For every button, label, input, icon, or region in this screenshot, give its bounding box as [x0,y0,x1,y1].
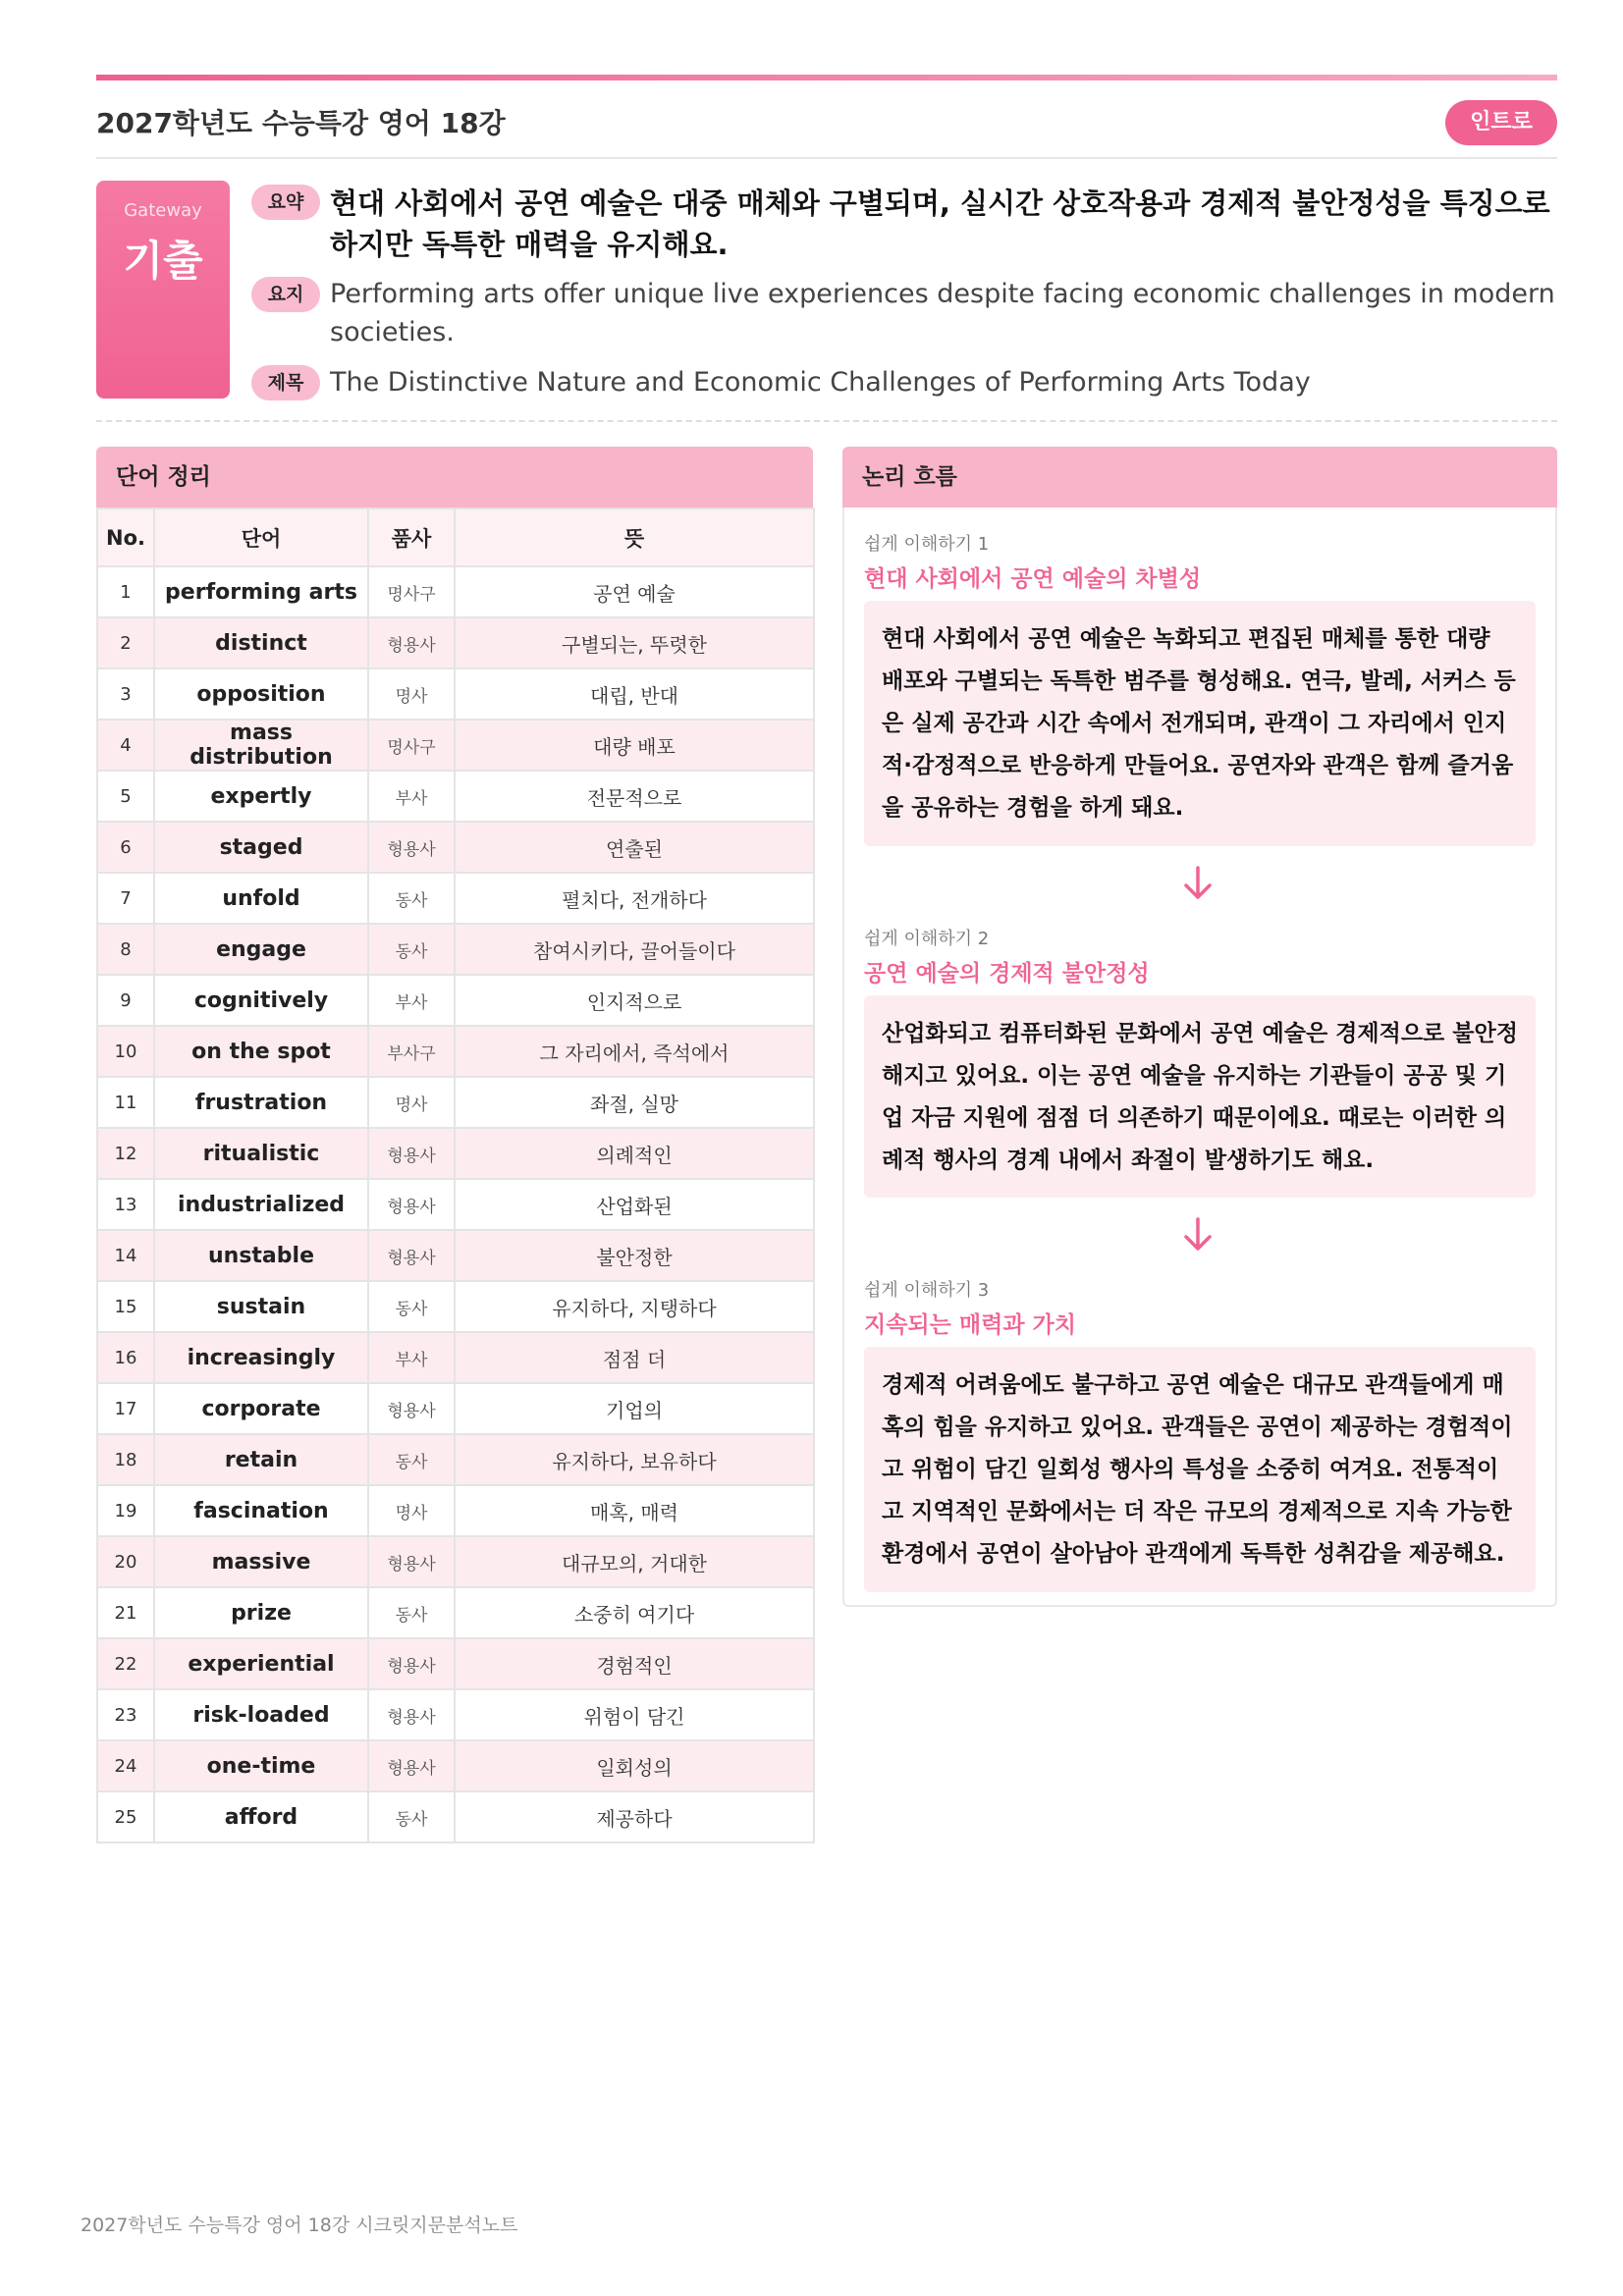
vocab-row [97,720,814,771]
vocab-pos: 형용사 [368,1536,455,1587]
vocab-pos: 형용사 [368,1179,455,1230]
vocab-no: 1 [97,566,154,617]
step-3-body: 경제적 어려움에도 불구하고 공연 예술은 대규모 관객들에게 매혹의 힘을 유지하고 있어요. 관객들은 공연이 제공하는 경험적이고 위험이 담긴 일회성 행사의 특성을 소중히 여겨요. 전통적이고 지역적인 문화에서는 더 작은 규모의 경제적으로 지속 가능한 환경에서 공연이 살아남아 관객에게 독특한 성취감을 제공해요. [864,1347,1536,1592]
vocab-word: mass distribution [154,720,368,771]
vocab-no: 21 [97,1587,154,1638]
step-1-label: 쉽게 이해하기 1 [864,534,990,555]
vocab-heading: 단어 정리 [96,447,813,507]
vocab-pos: 명사 [368,668,455,720]
vocab-no: 2 [97,617,154,668]
vocab-word: on the spot [154,1026,368,1077]
vocab-header-row [97,508,814,566]
vocab-word: staged [154,822,368,873]
vocab-no: 11 [97,1077,154,1128]
gist-tag: 요지 [251,277,320,312]
title-tag: 제목 [251,365,320,400]
vocab-meaning: 산업화된 [455,1179,814,1230]
vocab-no: 14 [97,1230,154,1281]
step-1-body: 현대 사회에서 공연 예술은 녹화되고 편집된 매체를 통한 대량 배포와 구별되는 독특한 범주를 형성해요. 연극, 발레, 서커스 등은 실제 공간과 시간 속에서 전개되며, 관객이 그 자리에서 인지적·감정적으로 반응하게 만들어요. 공연자와 관객은 함께 즐거움을 공유하는 경험을 하게 돼요. [864,601,1536,846]
vocab-row [97,1740,814,1791]
vocab-pos: 명사 [368,1077,455,1128]
vocab-pos: 형용사 [368,617,455,668]
vocab-meaning: 대량 배포 [455,720,814,771]
vocab-word: frustration [154,1077,368,1128]
vocab-meaning: 점점 더 [455,1332,814,1383]
vocab-meaning: 불안정한 [455,1230,814,1281]
gateway-badge [96,181,230,399]
vocab-meaning: 구별되는, 뚜렷한 [455,617,814,668]
vocab-word: prize [154,1587,368,1638]
vocab-no: 24 [97,1740,154,1791]
vocab-pos: 동사 [368,1587,455,1638]
vocab-meaning: 기업의 [455,1383,814,1434]
vocab-word: unfold [154,873,368,924]
vocab-row [97,975,814,1026]
vocab-row [97,1485,814,1536]
flow-heading: 논리 흐름 [842,447,1557,507]
vocab-no: 20 [97,1536,154,1587]
vocab-row [97,566,814,617]
vocab-no: 3 [97,668,154,720]
intro-button[interactable]: 인트로 [1445,100,1557,145]
vocab-no: 10 [97,1026,154,1077]
vocab-row [97,924,814,975]
vocab-no: 7 [97,873,154,924]
vocab-pos: 부사 [368,771,455,822]
vocab-word: retain [154,1434,368,1485]
vocab-row [97,771,814,822]
vocab-meaning: 대규모의, 거대한 [455,1536,814,1587]
step-2-label: 쉽게 이해하기 2 [864,929,990,949]
top-accent-bar [96,75,1557,80]
vocab-pos: 형용사 [368,1230,455,1281]
vocab-word: unstable [154,1230,368,1281]
vocab-pos: 부사구 [368,1026,455,1077]
vocab-row [97,1026,814,1077]
section-divider [96,420,1557,422]
vocab-word: corporate [154,1383,368,1434]
vocab-pos: 부사 [368,1332,455,1383]
vocab-row [97,1332,814,1383]
vocab-meaning: 전문적으로 [455,771,814,822]
gist-text: Performing arts offer unique live experiences despite facing economic challenges in modern societies. [330,279,1555,347]
vocab-row [97,1587,814,1638]
vocab-word: increasingly [154,1332,368,1383]
vocab-meaning: 유지하다, 보유하다 [455,1434,814,1485]
vocab-word: performing arts [154,566,368,617]
step-1-title: 현대 사회에서 공연 예술의 차별성 [864,566,1202,592]
vocab-no: 22 [97,1638,154,1689]
vocab-pos: 명사 [368,1485,455,1536]
vocab-row [97,1179,814,1230]
vocab-no: 25 [97,1791,154,1842]
vocab-no: 23 [97,1689,154,1740]
vocab-pos: 부사 [368,975,455,1026]
step-3-label: 쉽게 이해하기 3 [864,1280,990,1301]
header-divider [96,157,1557,159]
vocab-row [97,1077,814,1128]
vocab-meaning: 펼치다, 전개하다 [455,873,814,924]
arrow-down-icon [1178,1215,1217,1255]
vocab-meaning: 일회성의 [455,1740,814,1791]
vocab-pos: 형용사 [368,1638,455,1689]
vocab-table [96,507,815,1843]
step-2-body: 산업화되고 컴퓨터화된 문화에서 공연 예술은 경제적으로 불안정해지고 있어요. 이는 공연 예술을 유지하는 기관들이 공공 및 기업 자금 지원에 점점 더 의존하기 때문이에요. 때로는 이러한 의례적 행사의 경계 내에서 좌절이 발생하기도 해요. [864,995,1536,1198]
vocab-word: one-time [154,1740,368,1791]
vocab-no: 6 [97,822,154,873]
vocab-pos: 형용사 [368,1689,455,1740]
vocab-meaning: 참여시키다, 끌어들이다 [455,924,814,975]
vocab-no: 5 [97,771,154,822]
vocab-pos: 동사 [368,1791,455,1842]
vocab-meaning: 소중히 여기다 [455,1587,814,1638]
vocab-row [97,1638,814,1689]
vocab-pos: 형용사 [368,822,455,873]
vocab-row [97,873,814,924]
vocab-meaning: 그 자리에서, 즉석에서 [455,1026,814,1077]
vocab-word: fascination [154,1485,368,1536]
page-title: 2027학년도 수능특강 영어 18강 [96,107,506,139]
vocab-pos: 동사 [368,1434,455,1485]
vocab-row [97,1383,814,1434]
arrow-down-icon [1178,864,1217,903]
vocab-word: distinct [154,617,368,668]
vocab-no: 9 [97,975,154,1026]
vocab-word: ritualistic [154,1128,368,1179]
vocab-pos: 명사구 [368,720,455,771]
vocab-row [97,1689,814,1740]
gateway-title: 기출 [123,237,203,285]
vocab-row [97,1281,814,1332]
vocab-pos: 형용사 [368,1383,455,1434]
vocab-pos: 형용사 [368,1128,455,1179]
vocab-no: 18 [97,1434,154,1485]
vocab-meaning: 매혹, 매력 [455,1485,814,1536]
vocab-meaning: 인지적으로 [455,975,814,1026]
vocab-no: 19 [97,1485,154,1536]
vocab-word: sustain [154,1281,368,1332]
col-header-pos: 품사 [368,508,455,566]
vocab-row [97,1128,814,1179]
page-footer: 2027학년도 수능특강 영어 18강 시크릿지문분석노트 [81,2215,518,2236]
vocab-pos: 형용사 [368,1740,455,1791]
vocab-word: opposition [154,668,368,720]
vocab-no: 8 [97,924,154,975]
summary-text: 현대 사회에서 공연 예술은 대중 매체와 구별되며, 실시간 상호작용과 경제적 불안정성을 특징으로 하지만 독특한 매력을 유지해요. [330,187,1550,261]
col-header-meaning: 뜻 [455,508,814,566]
vocab-meaning: 대립, 반대 [455,668,814,720]
vocab-meaning: 제공하다 [455,1791,814,1842]
gateway-label: Gateway [124,200,202,221]
vocab-meaning: 좌절, 실망 [455,1077,814,1128]
vocab-row [97,617,814,668]
step-2-title: 공연 예술의 경제적 불안정성 [864,961,1150,987]
vocab-meaning: 유지하다, 지탱하다 [455,1281,814,1332]
summary-tag: 요약 [251,185,320,220]
vocab-row [97,668,814,720]
step-3-title: 지속되는 매력과 가치 [864,1312,1076,1338]
vocab-word: expertly [154,771,368,822]
vocab-no: 4 [97,720,154,771]
vocab-pos: 명사구 [368,566,455,617]
col-header-word: 단어 [154,508,368,566]
vocab-row [97,822,814,873]
vocab-word: experiential [154,1638,368,1689]
vocab-word: afford [154,1791,368,1842]
vocab-meaning: 공연 예술 [455,566,814,617]
vocab-meaning: 위험이 담긴 [455,1689,814,1740]
vocab-pos: 동사 [368,1281,455,1332]
vocab-no: 13 [97,1179,154,1230]
vocab-word: industrialized [154,1179,368,1230]
vocab-word: massive [154,1536,368,1587]
vocab-meaning: 경험적인 [455,1638,814,1689]
vocab-no: 15 [97,1281,154,1332]
vocab-row [97,1434,814,1485]
vocab-no: 12 [97,1128,154,1179]
vocab-pos: 동사 [368,924,455,975]
vocab-row [97,1791,814,1842]
vocab-meaning: 의례적인 [455,1128,814,1179]
vocab-row [97,1536,814,1587]
vocab-pos: 동사 [368,873,455,924]
vocab-row [97,1230,814,1281]
vocab-word: cognitively [154,975,368,1026]
vocab-word: engage [154,924,368,975]
vocab-word: risk-loaded [154,1689,368,1740]
vocab-no: 16 [97,1332,154,1383]
title-text: The Distinctive Nature and Economic Challenges of Performing Arts Today [330,367,1311,398]
vocab-no: 17 [97,1383,154,1434]
col-header-no: No. [97,508,154,566]
vocab-meaning: 연출된 [455,822,814,873]
